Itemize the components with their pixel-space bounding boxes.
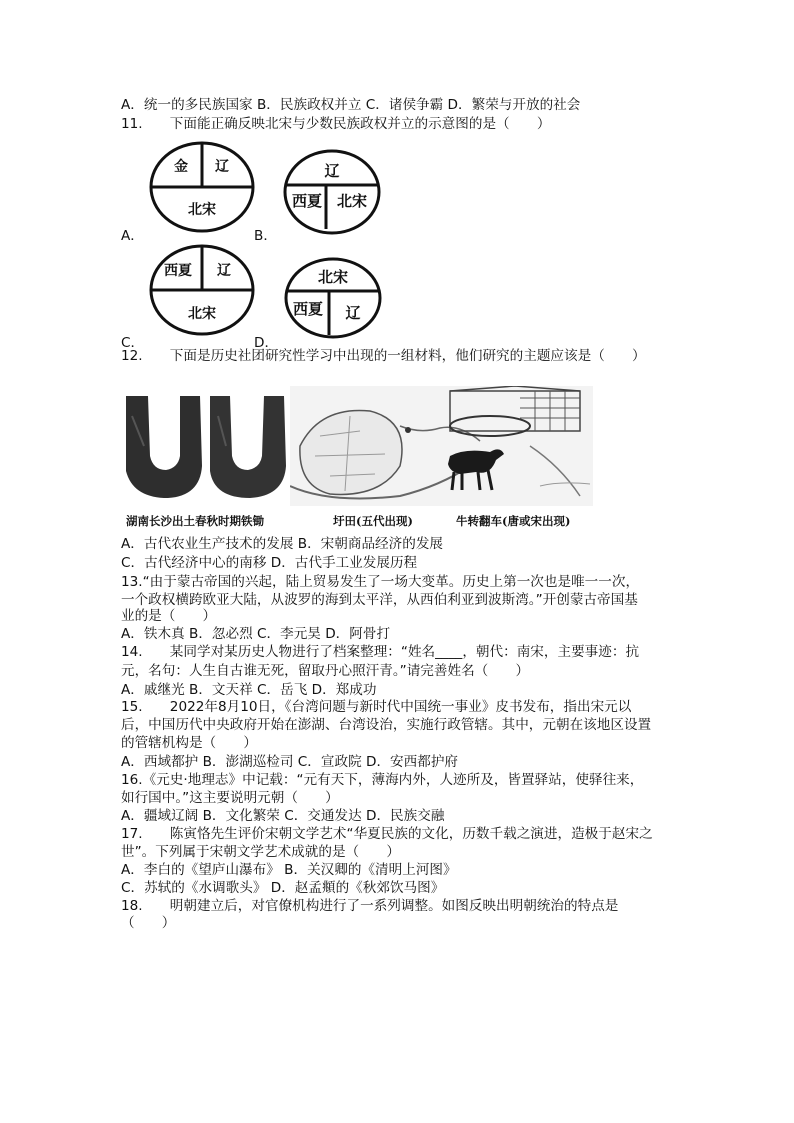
q10-options: A．统一的多民族国家 B．民族政权并立 C．诸侯争霸 D．繁荣与开放的社会 — [121, 97, 581, 113]
diagram-b — [282, 148, 382, 238]
q15-stem-2: 后，中国历代中央政府开始在澎湖、台湾设治，实施行政管辖。其中，元朝在该地区设置 — [121, 717, 652, 733]
diagram-b-liao: 辽 — [324, 162, 340, 180]
caption-iron-hoe: 湖南长沙出土春秋时期铁锄 — [126, 514, 264, 528]
q15-stem-1: 15. 2022年8月10日，《台湾问题与新时代中国统一事业》皮书发布，指出宋元以 — [121, 699, 632, 715]
caption-weitian: 圩田(五代出现) — [333, 514, 413, 528]
q17-options-cd: C．苏轼的《水调歌头》 D．赵孟頫的《秋郊饮马图》 — [121, 880, 445, 896]
q11-stem: 11. 下面能正确反映北宋与少数民族政权并立的示意图的是（ ） — [121, 116, 551, 132]
q16-stem-1: 16.《元史·地理志》中记载：“元有天下，薄海内外，人迹所及，皆置驿站，使驿往来， — [121, 772, 644, 788]
q15-stem-3: 的管辖机构是（ ） — [121, 735, 257, 751]
option-c-label: C． — [121, 335, 145, 351]
q14-stem-1: 14. 某同学对某历史人物进行了档案整理：“姓名____，朝代：南宋，主要事迹：抗 — [121, 644, 640, 660]
q17-options-ab: A．李白的《望庐山瀑布》 B．关汉卿的《清明上河图》 — [121, 862, 457, 878]
diagram-c-liao: 辽 — [217, 263, 231, 279]
q14-stem-2: 元，名句：人生自古谁无死，留取丹心照汗青。”请完善姓名（ ） — [121, 663, 530, 679]
q13-stem-1: 13.“由于蒙古帝国的兴起，陆上贸易发生了一场大变革。历史上第一次也是唯一一次， — [121, 574, 640, 590]
diagram-b-beisong: 北宋 — [336, 192, 368, 210]
option-d-label: D． — [254, 335, 279, 351]
q13-stem-2: 一个政权横跨欧亚大陆，从波罗的海到太平洋，从西伯利亚到波斯湾。”开创蒙古帝国基 — [121, 592, 638, 608]
q17-stem-2: 世”。下列属于宋朝文学艺术成就的是（ ） — [121, 844, 400, 860]
diagram-b-xixia: 西夏 — [291, 192, 323, 210]
q17-stem-1: 17. 陈寅恪先生评价宋朝文学艺术“华夏民族的文化，历数千载之演进，造极于赵宋之 — [121, 826, 653, 842]
diagram-a-liao: 辽 — [215, 159, 229, 175]
q18-stem-1: 18. 明朝建立后，对官僚机构进行了一系列调整。如图反映出明朝统治的特点是 — [121, 898, 619, 914]
option-b-label: B． — [254, 228, 277, 244]
q13-stem-3: 业的是（ ） — [121, 608, 217, 624]
option-a-label: A． — [121, 228, 144, 244]
q12-options-cd: C．古代经济中心的南移 D．古代手工业发展历程 — [121, 555, 418, 571]
diagram-c-beisong: 北宋 — [188, 306, 216, 322]
q15-options: A．西域都护 B．澎湖巡检司 C．宣政院 D．安西都护府 — [121, 754, 459, 770]
q16-options: A．疆域辽阔 B．文化繁荣 C．交通发达 D．民族交融 — [121, 808, 445, 824]
diagram-a — [148, 140, 256, 235]
diagram-d-beisong: 北宋 — [317, 268, 349, 286]
diagram-c-xixia: 西夏 — [164, 263, 192, 279]
q18-stem-2: （ ） — [121, 915, 176, 931]
q12-options-ab: A．古代农业生产技术的发展 B．宋朝商品经济的发展 — [121, 536, 444, 552]
diagram-c — [148, 243, 256, 338]
diagram-d-xixia: 西夏 — [292, 300, 324, 318]
iron-hoe-image — [118, 386, 293, 506]
q14-options: A．戚继光 B．文天祥 C．岳飞 D．郑成功 — [121, 682, 377, 698]
q13-options: A．铁木真 B．忽必烈 C．李元昊 D．阿骨打 — [121, 626, 391, 642]
diagram-d-liao: 辽 — [345, 304, 361, 322]
diagram-d — [283, 256, 383, 341]
weitian-and-waterwheel-image — [290, 386, 593, 506]
diagram-a-beisong: 北宋 — [188, 202, 216, 218]
caption-waterwheel: 牛转翻车(唐或宋出现) — [456, 514, 571, 528]
q12-stem: 12. 下面是历史社团研究性学习中出现的一组材料，他们研究的主题应该是（ ） — [121, 348, 646, 364]
q16-stem-2: 如行国中。”这主要说明元朝（ ） — [121, 790, 339, 806]
diagram-a-jin: 金 — [174, 159, 188, 175]
